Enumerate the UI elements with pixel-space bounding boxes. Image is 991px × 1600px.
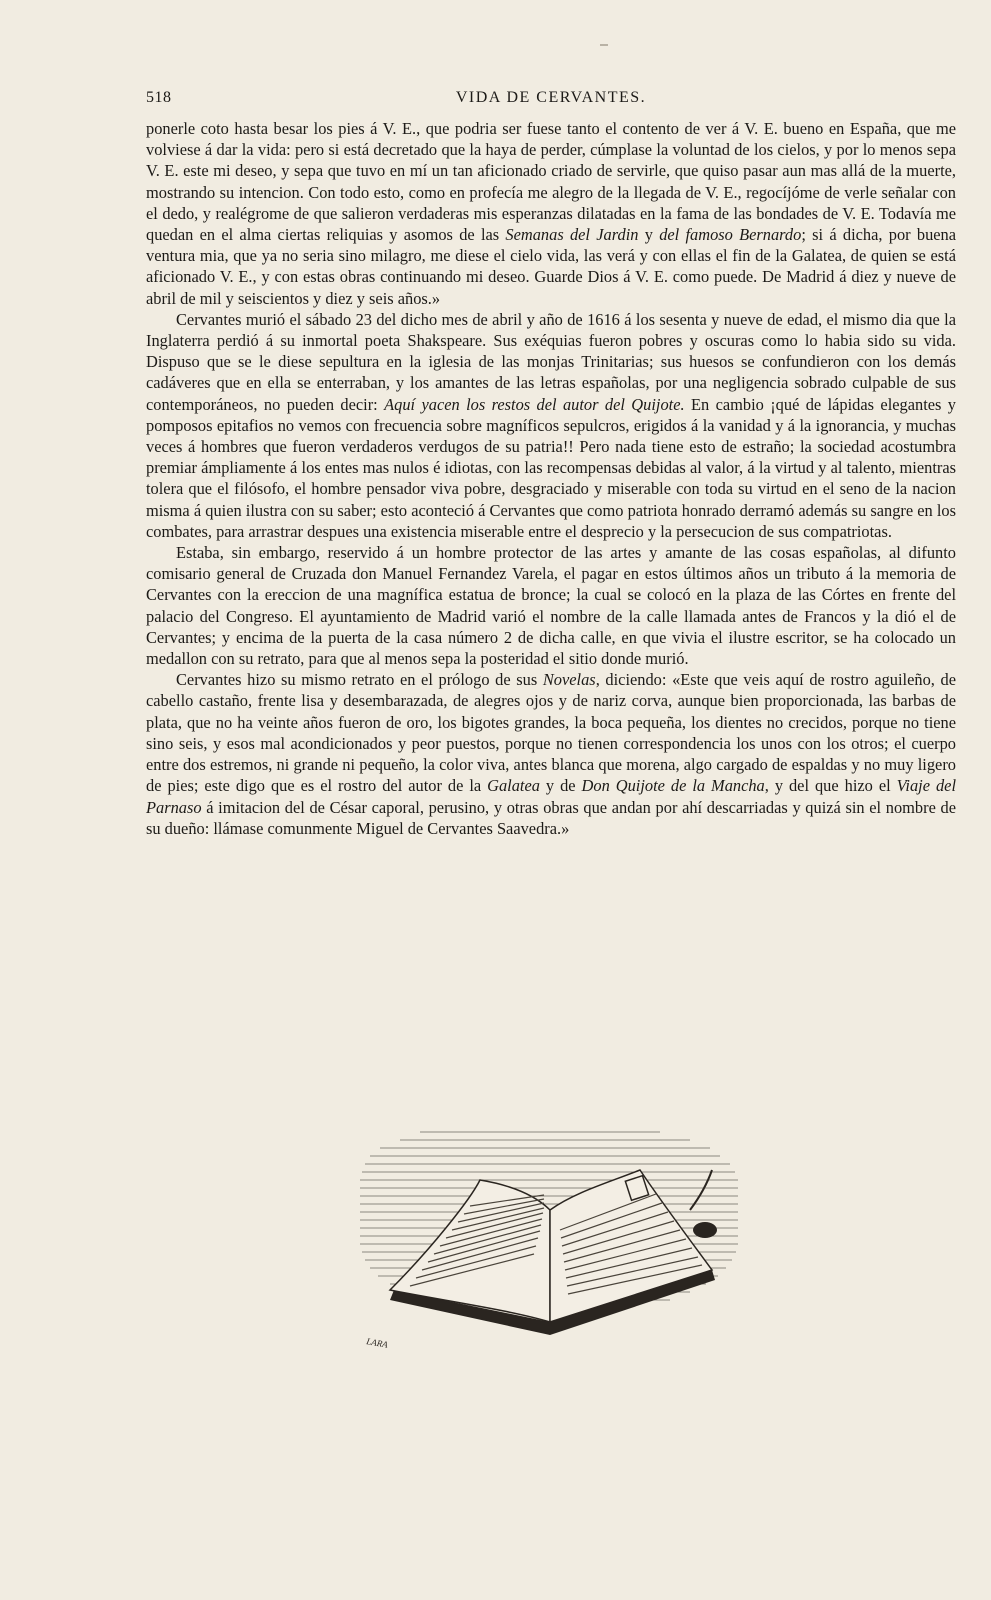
text-run: Estaba, sin embargo, reservido á un hombre protector de las artes y amante de las cosas españolas, al difunto comisario general de Cruzada don Manuel Fernandez Varela, el pagar en estos últimos años un tributo á la memoria de Cervantes con la ereccion de una magnífica estatua de bronce; la cual se colocó en la plaza de las Córtes en frente del palacio del Congreso. El ayuntamiento de Madrid varió el nombre de la calle llamada antes de Francos y la dió el de Cervantes; y encima de la puerta de la casa número 2 de dicha calle, en que vivia el ilustre escritor, se ha colocado un medallon con su retrato, para que al menos sepa la posteridad el sitio donde murió. (146, 543, 956, 669)
page-header (146, 89, 956, 111)
italic-title: Aquí yacen los restos del autor del Quijote. (384, 394, 685, 414)
italic-title: Don Quijote de la Mancha (581, 776, 765, 796)
paragraph (146, 118, 956, 309)
text-run: y (638, 225, 660, 245)
body-text (146, 118, 956, 839)
paragraph (146, 309, 956, 542)
open-book-engraving (360, 1130, 740, 1360)
italic-title: Semanas del Jardin (505, 225, 639, 245)
paragraph (146, 669, 956, 839)
running-title: VIDA DE CERVANTES. (455, 89, 647, 106)
text-run: á imitacion del de César caporal, perusino, y otras obras que andan por ahí descarriadas y quizá sin el nombre de su dueño: llámase comunmente Miguel de Cervantes Saavedra.» (146, 797, 956, 838)
paragraph (146, 542, 956, 669)
page-number: 518 (146, 89, 172, 106)
text-run: y de (539, 776, 582, 796)
italic-title: Viaje del Parnaso (146, 776, 956, 817)
text-run: , y del que hizo el (764, 776, 897, 796)
text-run: ; si á dicha, por buena ventura mia, que ya no seria sino milagro, me diese el cielo vida, las verá y con ellas el fin de la Galatea, de quien se está aficionado V. E., y con estas obras continuando mi deseo. Guarde Dios á V. E. como puede. De Madrid á diez y nueve de abril de mil y seiscientos y diez y seis años.» (146, 225, 957, 308)
italic-title: del famoso Bernardo (659, 225, 802, 245)
text-run: En cambio ¡qué de lápidas elegantes y pomposos epitafios no vemos con frecuencia sobre magníficos sepulcros, erigidos á la vanidad y á la ignorancia, y muchas veces á hombres que fueron verdaderos verdugos de su patria!! Pero nada tiene esto de estraño; la sociedad acostumbra premiar ámpliamente á los entes mas nulos é idiotas, con las recompensas debidas al valor, á la virtud y al talento, mientras tolera que el filósofo, el hombre pensador viva pobre, desgraciado y miserable con toda su virtud en el seno de la nacion misma á quien ilustra con su saber; esto aconteció á Cervantes que como patriota honrado derramó además su sangre en los combates, para arrastrar despues una existencia miserable entre el desprecio y la persecucion de sus compatriotas. (146, 394, 956, 541)
italic-title: Novelas (542, 670, 596, 690)
italic-title: Galatea (487, 776, 540, 796)
engraver-signature: LARA (365, 1336, 389, 1350)
text-run: Cervantes murió el sábado 23 del dicho mes de abril y año de 1616 á los sesenta y nueve de edad, el mismo dia que la Inglaterra perdió á su inmortal poeta Shakspeare. Sus exéquias fueron pobres y oscuras como lo habia sido su vida. Dispuso que se le diese sepultura en la iglesia de las monjas Trinitarias; sus huesos se confundieron con los demás cadáveres que en ella se enterraban, y los amantes de las letras españolas, por una negligencia sobrado culpable de sus contemporáneos, no pueden decir: (146, 309, 956, 414)
text-run: Cervantes hizo su mismo retrato en el prólogo de sus (176, 670, 543, 690)
text-run: , diciendo: «Este que veis aquí de rostro aguileño, de cabello castaño, frente lisa y desembarazada, de alegres ojos y de nariz corva, aunque bien proporcionada, las barbas de plata, que no ha veinte años fueron de oro, los bigotes grandes, la boca pequeña, los dientes no crecidos, porque no tiene sino seis, y esos mal acondicionados y peor puestos, porque no tienen correspondencia los unos con los otros; el cuerpo entre dos estremos, ni grande ni pequeño, la color viva, antes blanca que morena, algo cargado de espaldas y no muy ligero de pies; este digo que es el rostro del autor de la (146, 670, 956, 796)
print-mark (600, 44, 608, 46)
text-run: ponerle coto hasta besar los pies á V. E., que podria ser fuese tanto el contento de ver á V. E. bueno en España, que me volviese á dar la vida: pero si está decretado que la haya de perder, cúmplase la voluntad de los cielos, y por lo menos sepa V. E. este mi deseo, y sepa que tuvo en mí un tan aficionado criado de servirle, que quiso pasar aun mas allá de la muerte, mostrando su intencion. Con todo esto, como en profecía me alegro de la llegada de V. E., regocíjóme de verle señalar con el dedo, y realégrome de que salieron verdaderas mis esperanzas dilatadas en la fama de las bondades de V. E. Todavía me quedan en el alma ciertas reliquias y asomos de las (146, 119, 956, 245)
